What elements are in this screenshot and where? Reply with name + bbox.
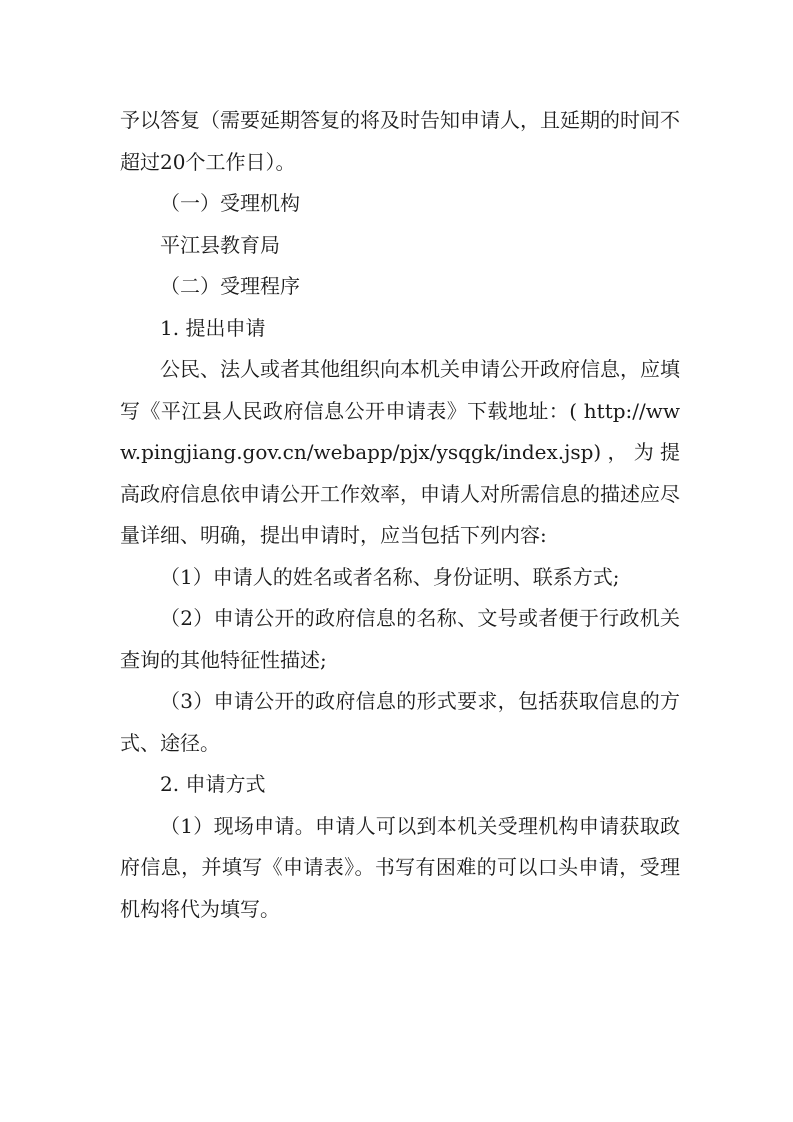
heading-receiving-agency: （一）受理机构 bbox=[160, 191, 300, 215]
list-item-info-description: （2）申请公开的政府信息的名称、文号或者便于行政机关查询的其他特征性描述; bbox=[120, 606, 680, 672]
list-item-format-requirements: （3）申请公开的政府信息的形式要求，包括获取信息的方式、途径。 bbox=[120, 689, 680, 755]
heading-submit-application: 1. 提出申请 bbox=[160, 315, 266, 340]
document-body bbox=[120, 100, 680, 930]
heading-receiving-procedure: （二）受理程序 bbox=[160, 274, 300, 298]
list-item-applicant-info: （1）申请人的姓名或者名称、身份证明、联系方式; bbox=[160, 564, 620, 589]
paragraph-application-form: 公民、法人或者其他组织向本机关申请公开政府信息，应填写《平江县人民政府信息公开申请表》下载地址：( http://www.pingjiang.gov.cn/webapp/pjx/ysqgk/index.jsp)，为提高政府信息依申请公开工作效率，申请人对所需信息的描述应尽量详细、明确，提出申请时，应当包括下列内容: bbox=[120, 357, 680, 547]
paragraph-reply-deadline: 予以答复（需要延期答复的将及时告知申请人，且延期的时间不超过20个工作日）。 bbox=[120, 108, 680, 174]
heading-application-methods: 2. 申请方式 bbox=[160, 772, 266, 796]
agency-name: 平江县教育局 bbox=[160, 232, 280, 257]
paragraph-onsite-application: （1）现场申请。申请人可以到本机关受理机构申请获取政府信息，并填写《申请表》。书写有困难的可以口头申请，受理机构将代为填写。 bbox=[120, 813, 680, 921]
